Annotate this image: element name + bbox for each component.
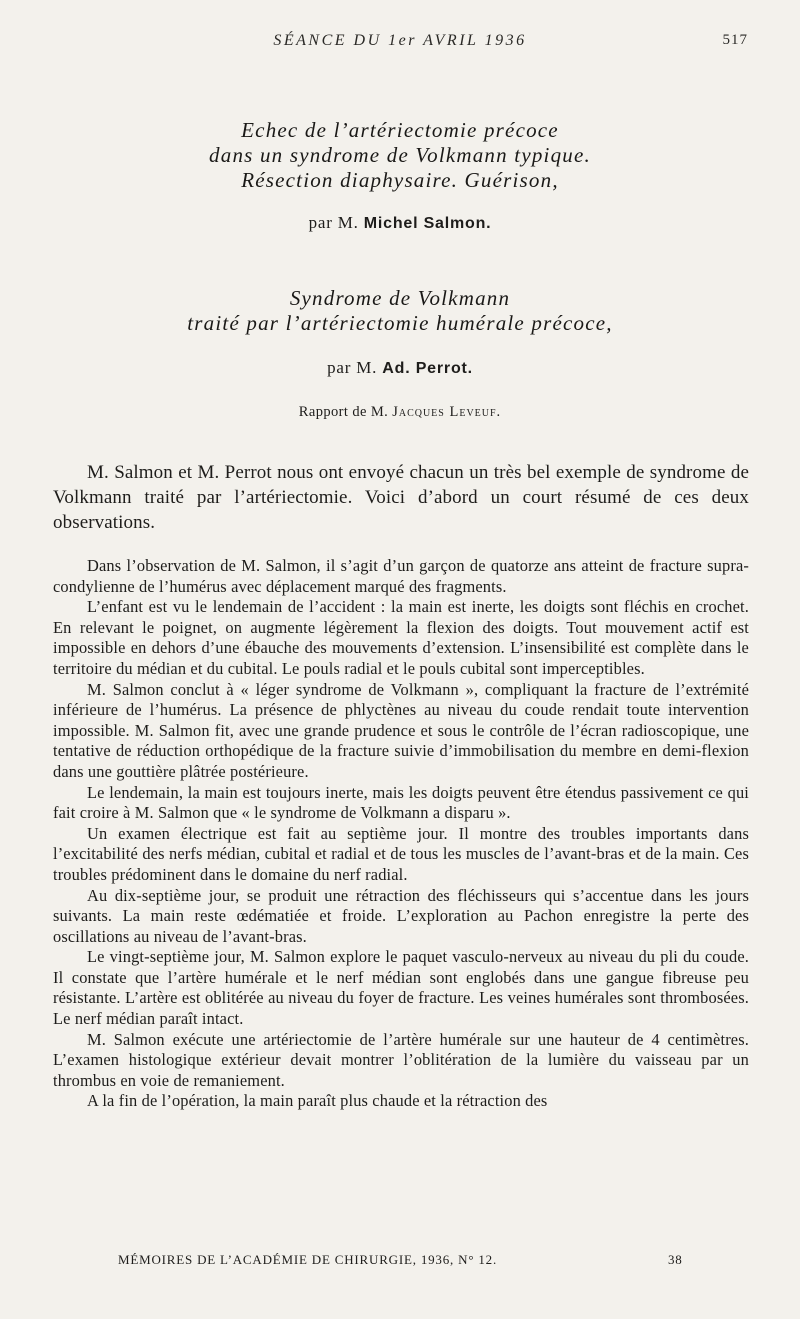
intro-paragraph xyxy=(53,460,749,535)
journal-reference: MÉMOIRES DE L’ACADÉMIE DE CHIRURGIE, 1936, N° 12. xyxy=(118,1252,498,1267)
article-1-byline xyxy=(0,213,800,233)
sheet-number: 38 xyxy=(668,1252,683,1267)
author-name: Ad. Perrot. xyxy=(382,360,473,377)
article-1-title-line: Echec de l’artériectomie précoce xyxy=(241,118,559,142)
article-1-title-line: Résection diaphysaire. Guérison, xyxy=(241,168,559,192)
report-prefix: Rapport de M. xyxy=(298,404,389,420)
paragraph: Dans l’observation de M. Salmon, il s’agit d’un garçon de quatorze ans atteint de fracture supra-condylienne de l’humérus avec déplacement marqué des fragments. xyxy=(53,556,749,596)
reporter-name: Jacques Leveuf. xyxy=(392,404,502,420)
article-1-title-line: dans un syndrome de Volkmann typique. xyxy=(209,143,591,167)
author-name: Michel Salmon. xyxy=(363,215,492,232)
article-2-title-line: traité par l’artériectomie humérale précoce, xyxy=(187,311,613,335)
page-number: 517 xyxy=(722,32,748,48)
paragraph: A la fin de l’opération, la main paraît plus chaude et la rétraction des xyxy=(87,1091,548,1111)
running-title: SÉANCE DU 1er AVRIL 1936 xyxy=(273,32,527,49)
intro-text: M. Salmon et M. Perrot nous ont envoyé chacun un très bel exemple de syndrome de Volkmann traité par l’artériectomie. Voici d’abord un court résumé de ces deux observations. xyxy=(53,462,749,533)
article-1-heading xyxy=(0,118,800,233)
paragraph: Au dix-septième jour, se produit une rétraction des fléchisseurs qui s’accentue dans les jours suivants. La main reste œdématiée et froide. L’exploration au Pachon enregistre la perte des oscillations au niveau de l’avant-bras. xyxy=(53,885,749,946)
body-text xyxy=(53,556,749,1112)
paragraph: M. Salmon conclut à « léger syndrome de Volkmann », compliquant la fracture de l’extrémité inférieure de l’humérus. La présence de phlyctènes au niveau du coude rendait toute intervention impossible. M. Salmon fit, avec une grande prudence et sous le contrôle de l’écran radioscopique, une tentative de réduction orthopédique de la fracture suivie d’immobilisation du membre en demi-flexion dans une gouttière plâtrée postérieure. xyxy=(53,679,749,781)
paragraph: Un examen électrique est fait au septième jour. Il montre des troubles importants dans l’excitabilité des nerfs médian, cubital et radial et de tous les muscles de l’avant-bras et de la main. Ces troubles prédominent dans le domaine du nerf radial. xyxy=(53,823,749,884)
article-2-heading xyxy=(0,286,800,378)
article-2-byline xyxy=(0,358,800,378)
byline-prefix: par M. xyxy=(327,358,378,377)
article-2-title-line: Syndrome de Volkmann xyxy=(289,286,511,310)
report-line xyxy=(0,404,800,421)
byline-prefix: par M. xyxy=(308,213,359,232)
paragraph: L’enfant est vu le lendemain de l’accident : la main est inerte, les doigts sont fléchis en crochet. En relevant le poignet, on augmente légèrement la flexion des doigts. Tout mouvement actif est impossible en dehors d’une ébauche des mouvements d’extension. L’insensibilité est complète dans le territoire du médian et du cubital. Le pouls radial et le pouls cubital sont imperceptibles. xyxy=(53,597,749,678)
running-head xyxy=(0,32,800,52)
page-footer xyxy=(0,1252,800,1272)
paragraph: Le vingt-septième jour, M. Salmon explore le paquet vasculo-nerveux au niveau du pli du coude. Il constate que l’artère humérale et le nerf médian sont englobés dans une gangue fibreuse peu résistante. L’artère est oblitérée au niveau du foyer de fracture. Les veines humérales sont thrombosées. Le nerf médian paraît intact. xyxy=(53,947,749,1029)
paragraph: Le lendemain, la main est toujours inerte, mais les doigts peuvent être étendus passivement ce qui fait croire à M. Salmon que « le syndrome de Volkmann a disparu ». xyxy=(53,782,749,823)
paragraph: M. Salmon exécute une artériectomie de l’artère humérale sur une hauteur de 4 centimètres. L’examen histologique extérieur devait montrer l’oblitération de la lumière du vaisseau par un thrombus en voie de remaniement. xyxy=(53,1029,749,1090)
